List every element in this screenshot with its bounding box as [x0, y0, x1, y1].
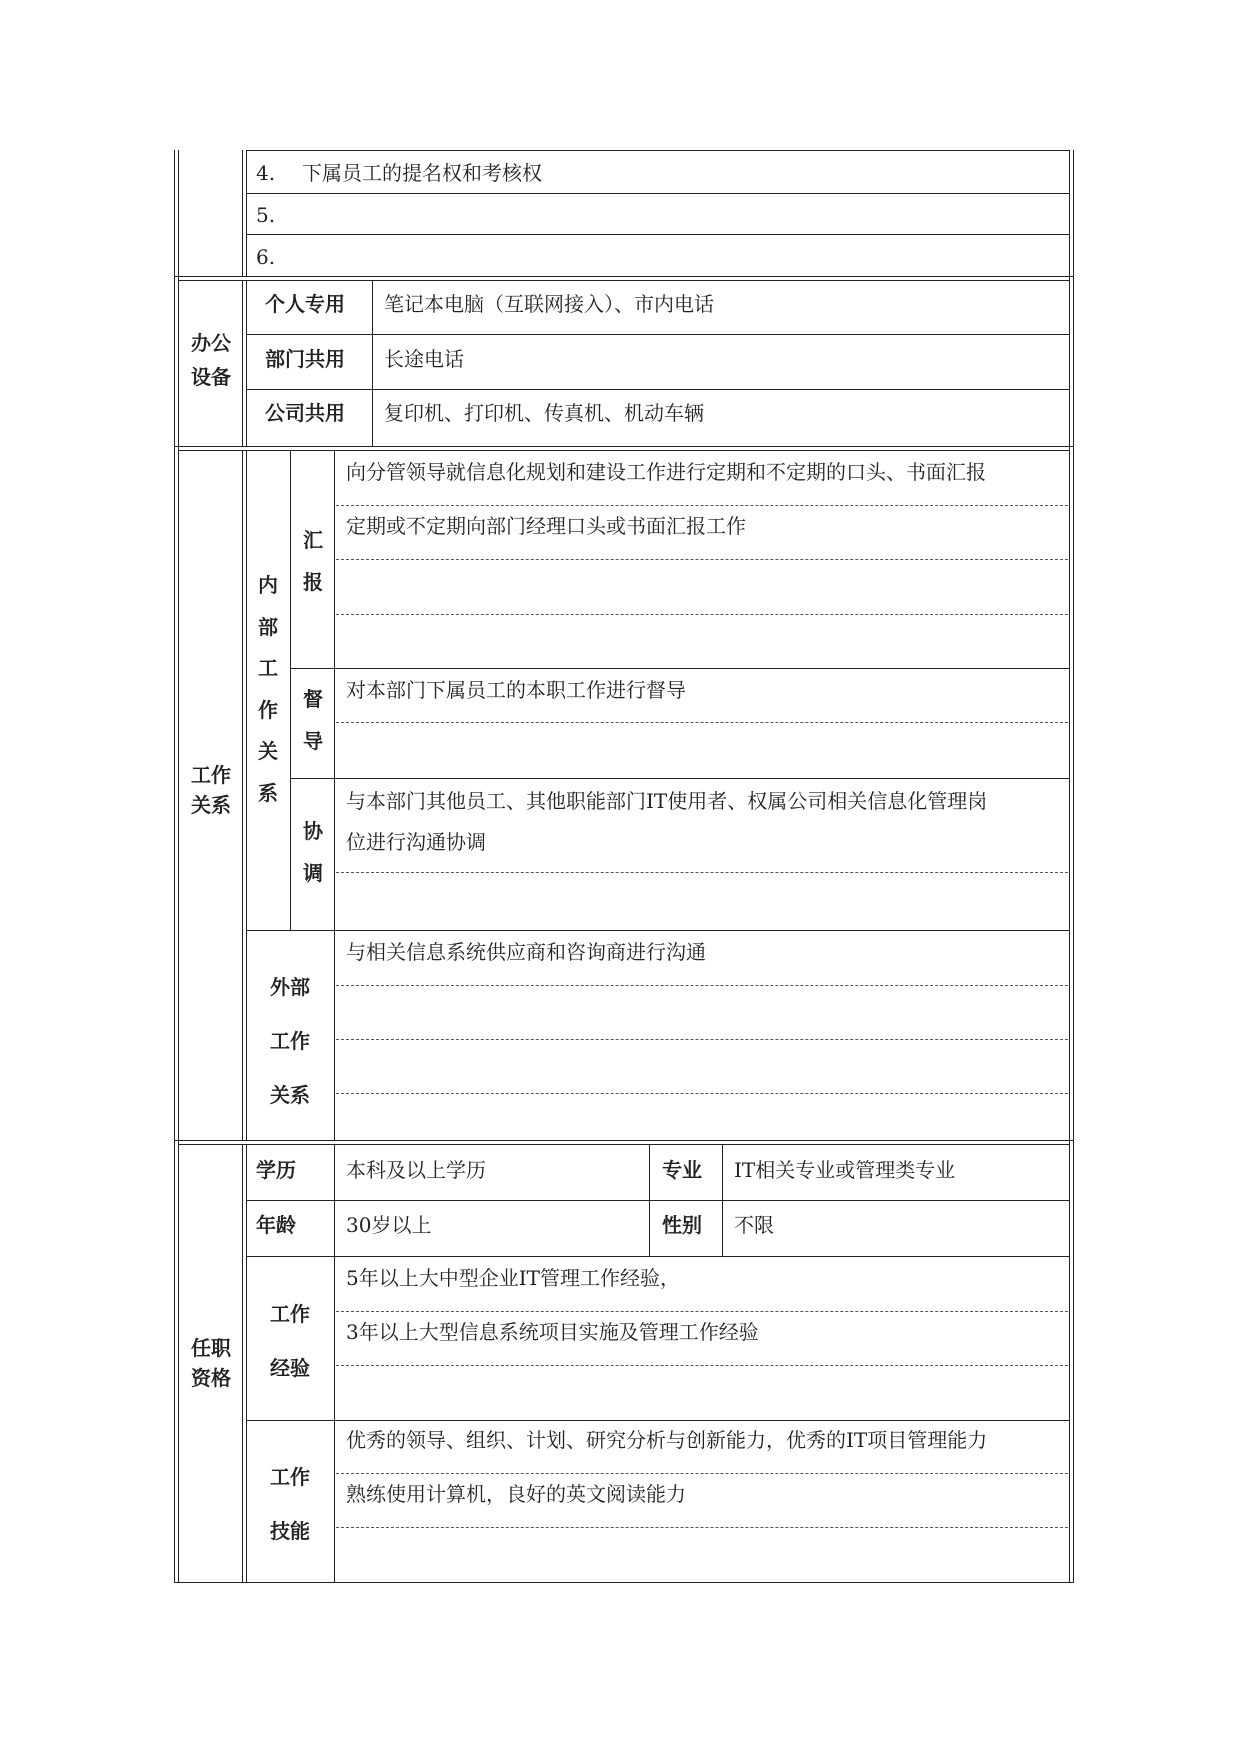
- experience-line: 5年以上大中型企业IT管理工作经验，: [346, 1266, 680, 1290]
- outer-left-border: [174, 150, 175, 1583]
- external-line: 与相关信息系统供应商和咨询商进行沟通: [346, 940, 706, 964]
- authority-item-number: 6.: [256, 245, 276, 269]
- authority-item-number: 5.: [256, 203, 276, 227]
- education-label: 学历: [256, 1158, 296, 1182]
- gender-value: 不限: [734, 1213, 774, 1237]
- equipment-row-value: 长途电话: [384, 347, 464, 371]
- section-divider: [174, 276, 1074, 277]
- text-col-divider: [334, 450, 335, 1140]
- authority-col-divider: [242, 150, 243, 276]
- bottom-border: [174, 1582, 1074, 1583]
- equipment-row-label: 部门共用: [265, 347, 345, 371]
- coordinate-line: 与本部门其他员工、其他职能部门IT使用者、权属公司相关信息化管理岗: [346, 789, 988, 813]
- authority-item-number: 4.: [256, 161, 276, 185]
- skills-line: 优秀的领导、组织、计划、研究分析与创新能力，优秀的IT项目管理能力: [346, 1428, 988, 1452]
- gender-label: 性别: [662, 1213, 702, 1237]
- section-divider-inner: [178, 280, 1070, 281]
- section-divider: [174, 1140, 1074, 1141]
- office-equipment-label: 办公 设备: [191, 331, 231, 389]
- experience-line: 3年以上大型信息系统项目实施及管理工作经验: [346, 1320, 759, 1344]
- section-divider-inner: [178, 1144, 1070, 1145]
- section-divider-inner: [178, 450, 1070, 451]
- skills-line: 熟练使用计算机，良好的英文阅读能力: [346, 1482, 686, 1506]
- external-relations-label: 外部 工作 关系: [270, 975, 310, 1107]
- coordinate-label: 协 调: [303, 819, 323, 885]
- supervise-label: 督 导: [303, 687, 323, 753]
- equipment-label-divider: [372, 280, 373, 446]
- major-value: IT相关专业或管理类专业: [734, 1158, 956, 1182]
- internal-relations-label: 内 部 工 作 关 系: [258, 573, 278, 805]
- education-value: 本科及以上学历: [346, 1158, 486, 1182]
- experience-label: 工作 经验: [270, 1302, 310, 1380]
- internal-subcol-divider: [290, 450, 291, 930]
- age-value: 30岁以上: [346, 1213, 432, 1237]
- report-label: 汇 报: [303, 528, 323, 594]
- skills-label: 工作 技能: [270, 1465, 310, 1543]
- coordinate-line: 位进行沟通协调: [346, 830, 486, 854]
- section-divider: [174, 446, 1074, 447]
- authority-col-divider-inner: [246, 150, 247, 276]
- work-relations-label: 工作 关系: [191, 763, 231, 817]
- equipment-row-value: 笔记本电脑（互联网接入）、市内电话: [384, 292, 714, 316]
- outer-right-border: [1073, 150, 1074, 1583]
- equipment-row-label: 公司共用: [265, 401, 345, 425]
- age-label: 年龄: [256, 1213, 296, 1237]
- major-label: 专业: [662, 1158, 702, 1182]
- supervise-line: 对本部门下属员工的本职工作进行督导: [346, 678, 686, 702]
- report-line: 向分管领导就信息化规划和建设工作进行定期和不定期的口头、书面汇报: [346, 460, 986, 484]
- report-line: 定期或不定期向部门经理口头或书面汇报工作: [346, 514, 746, 538]
- equipment-row-value: 复印机、打印机、传真机、机动车辆: [384, 401, 704, 425]
- outer-right-border-inner: [1069, 150, 1070, 1583]
- qualifications-label: 任职 资格: [191, 1336, 231, 1390]
- equipment-row-label: 个人专用: [265, 292, 345, 316]
- authority-item-text: 下属员工的提名权和考核权: [302, 161, 542, 185]
- outer-left-border-inner: [178, 150, 179, 1583]
